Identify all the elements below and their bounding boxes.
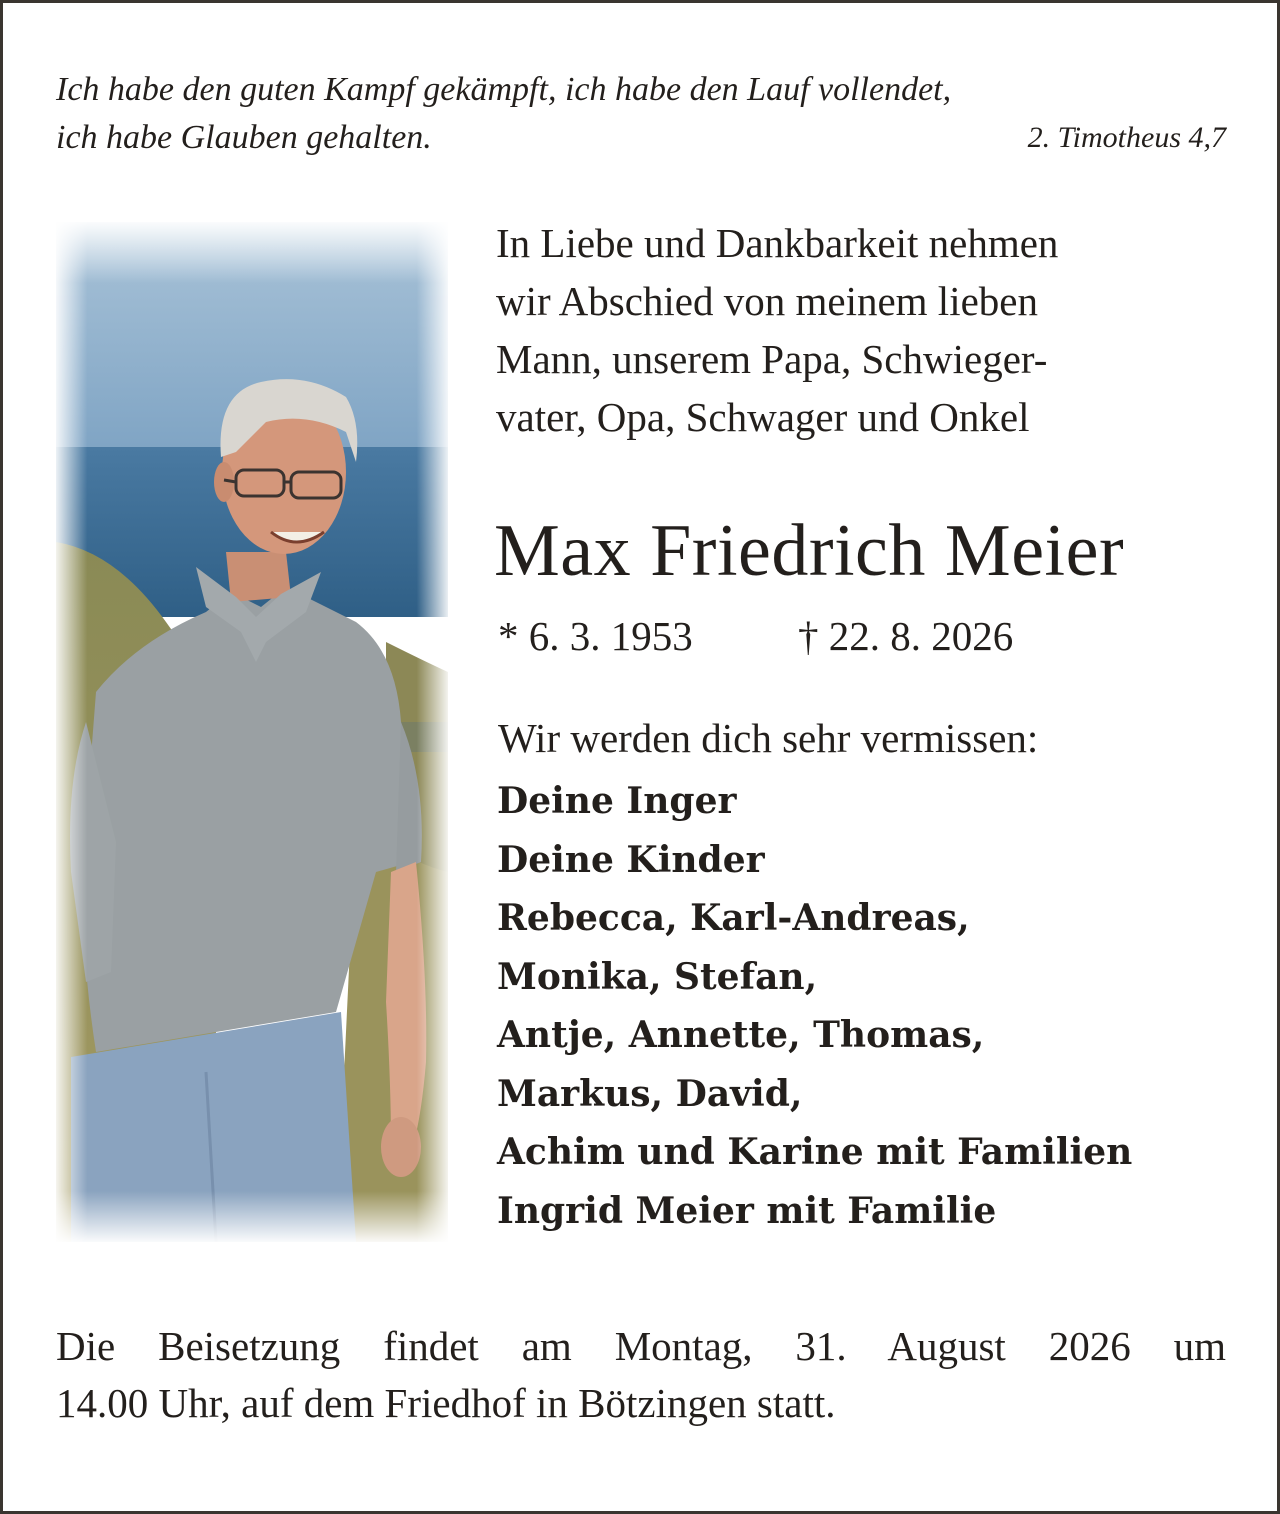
mourner-line: Deine Inger: [497, 780, 737, 822]
mourner-line: Ingrid Meier mit Familie: [497, 1189, 997, 1232]
birth-date: * 6. 3. 1953: [498, 613, 693, 659]
deceased-name: Max Friedrich Meier: [494, 510, 1125, 592]
mourners-heading: Wir werden dich sehr vermissen:: [498, 715, 1039, 761]
intro-line: vater, Opa, Schwager und Onkel: [496, 394, 1030, 440]
mourner-line: Rebecca, Karl-Andreas,: [497, 897, 970, 939]
mourner-line: Markus, David,: [497, 1072, 803, 1115]
mourners-list: [497, 772, 1237, 1240]
death-date: † 22. 8. 2026: [798, 613, 1014, 659]
mourner-line: Monika, Stefan,: [497, 955, 818, 998]
intro-line: wir Abschied von meinem lieben: [496, 278, 1038, 324]
farewell-intro: [496, 214, 1226, 446]
mourner-line: Achim und Karine mit Familien: [497, 1131, 1133, 1173]
life-dates: [498, 608, 1198, 664]
intro-line: In Liebe und Dankbarkeit nehmen: [496, 220, 1059, 266]
verse-line-1: Ich habe den guten Kampf gekämpft, ich habe den Lauf vollendet,: [56, 71, 952, 108]
funeral-line-2: 14.00 Uhr, auf dem Friedhof in Bötzingen statt.: [56, 1380, 836, 1426]
portrait-photo: [56, 222, 448, 1242]
intro-line: Mann, unserem Papa, Schwieger-: [496, 336, 1048, 382]
bible-verse: [56, 66, 1226, 162]
verse-reference: 2. Timotheus 4,7: [1027, 121, 1226, 154]
funeral-notice: [56, 1318, 1226, 1432]
mourner-line: Deine Kinder: [497, 838, 765, 881]
funeral-line-1: Die Beisetzung findet am Montag, 31. August 2026 um: [56, 1323, 1226, 1369]
mourner-line: Antje, Annette, Thomas,: [497, 1014, 985, 1056]
verse-line-2: ich habe Glauben gehalten.: [56, 119, 432, 156]
